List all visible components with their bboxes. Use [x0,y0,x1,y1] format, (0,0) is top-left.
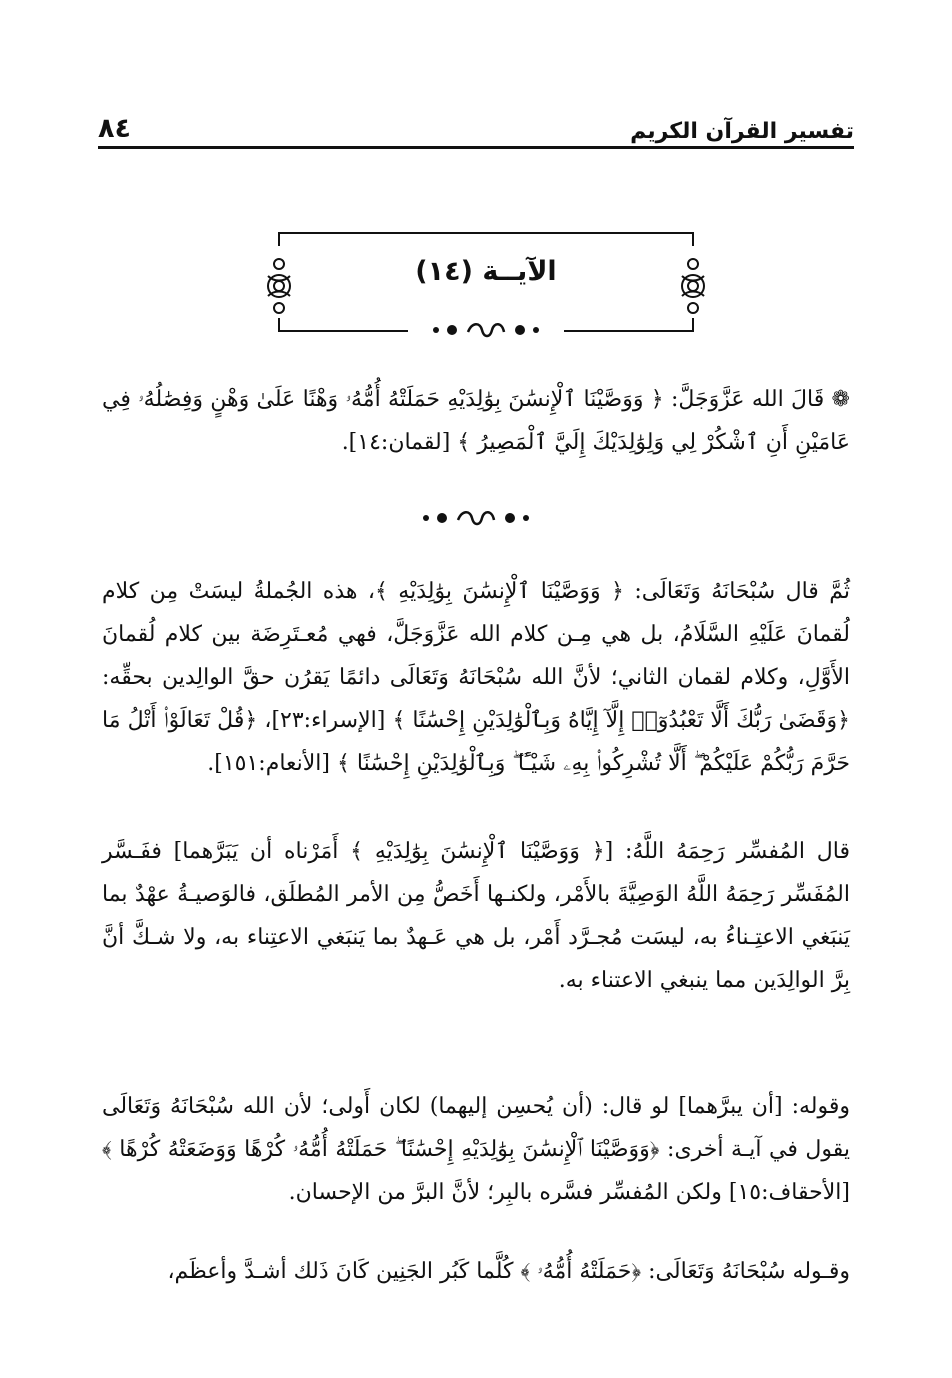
quran-verse-paragraph: ❁ قَالَ الله عَزَّوَجَلَّ: ﴿ وَوَصَّيْنَا ٱلْإِنسَٰنَ بِوَٰلِدَيْهِ حَمَلَتْهُ أُمُّهُۥ وَهْنًا عَلَىٰ وَهْنٍ وَفِصَٰلُهُۥ فِي عَامَيْنِ أَنِ ٱشْكُرْ لِي وَلِوَٰلِدَيْكَ إِلَيَّ ٱلْمَصِيرُ ﴾ [لقمان:١٤]. [102,387,850,455]
header-rule [98,146,854,149]
commentary-paragraph: وقوله: [أن يبرَّهما] لو قال: (أن يُحسِن إليهما) لكان أَولى؛ لأن الله سُبْحَانَهُ وَتَعَالَى يقول في آيـة أخرى: ﴿وَوَصَّيْنَا ٱلْإِنسَٰنَ بِوَٰلِدَيْهِ إِحْسَٰنًا ۖ حَمَلَتْهُ أُمُّهُۥ كُرْهًا وَوَضَعَتْهُ كُرْهًا ﴾ [الأحقاف:١٥] ولكن المُفسِّر فسَّره بالبِر؛ لأنَّ البرَّ من الإحسان. [102,1094,850,1205]
frame-bottom-left-line [278,330,408,332]
frame-top-line [278,232,694,234]
frame-bottom-right-line [564,330,694,332]
page-number: ٨٤ [98,113,131,144]
commentary-paragraph: وقـوله سُبْحَانَهُ وَتَعَالَى: ﴿حَمَلَتْهُ أُمُّهُۥ ﴾ كُلَّما كَبُر الجَنِين كَانَ ذَلك أشـدَّ وأعظَم، [167,1259,850,1284]
divider-ornament-icon [426,320,546,340]
book-title: تفسير القرآن الكريم [630,119,854,144]
divider-ornament-icon [416,508,536,528]
commentary-paragraph: قال المُفسِّر رَحِمَهُ اللَّهُ: [﴿ وَوَصَّيْنَا ٱلْإِنسَٰنَ بِوَٰلِدَيْهِ ﴾ أَمَرْناه أن يَبَرَّهما] ففَـسَّر المُفَسِّر رَحِمَهُ اللَّهُ الوَصِيَّةَ بالأَمْر، ولكنـها أَخَصُّ مِن الأمر المُطلَق، فالوَصيـةُ عهْدٌ بما يَنبَغي الاعتِـناءُ به، ليسَت مُجـرَّد أَمْر، بل هي عَـهدٌ بما يَنبَغي الاعتِناء به، ولا شـكَّ أنَّ بِرَّ الوالِدَين مما ينبغي الاعتناء به. [102,839,850,993]
frame-right-top-line [692,232,694,246]
commentary-paragraph: ثُمَّ قال سُبْحَانَهُ وَتَعَالَى: ﴿ وَوَصَّيْنَا ٱلْإِنسَٰنَ بِوَٰلِدَيْهِ ﴾، هذه الجُملةُ ليسَتْ مِن كلام لُقمانَ عَلَيْهِ السَّلَامُ، بل هي مِـن كلام الله عَزَّوَجَلَّ، فهي مُعـتَرِضَة بين كلام لُقمانَ الأَوَّلِ، وكلام لقمان الثاني؛ لأنَّ الله سُبْحَانَهُ وَتَعَالَى دائمًا يَقرُن حقَّ الوالِدين بحقِّه: ﴿وَقَضَىٰ رَبُّكَ أَلَّا تَعْبُدُوٓا۟ إِلَّآ إِيَّاهُ وَبِٱلْوَٰلِدَيْنِ إِحْسَٰنًا ﴾ [الإسراء:٢٣]، ﴿قُلْ تَعَالَوْا۟ أَتْلُ مَا حَرَّمَ رَبُّكُمْ عَلَيْكُمْ ۖ أَلَّا تُشْرِكُوا۟ بِهِۦ شَيْـًٔا ۖ وَبِٱلْوَٰلِدَيْنِ إِحْسَٰنًا ﴾ [الأنعام:١٥١]. [102,579,850,776]
verse-title: الآيــة (١٤) [415,256,557,287]
running-header [98,104,854,144]
verse-title-frame [278,232,694,332]
frame-left-top-line [278,232,280,246]
